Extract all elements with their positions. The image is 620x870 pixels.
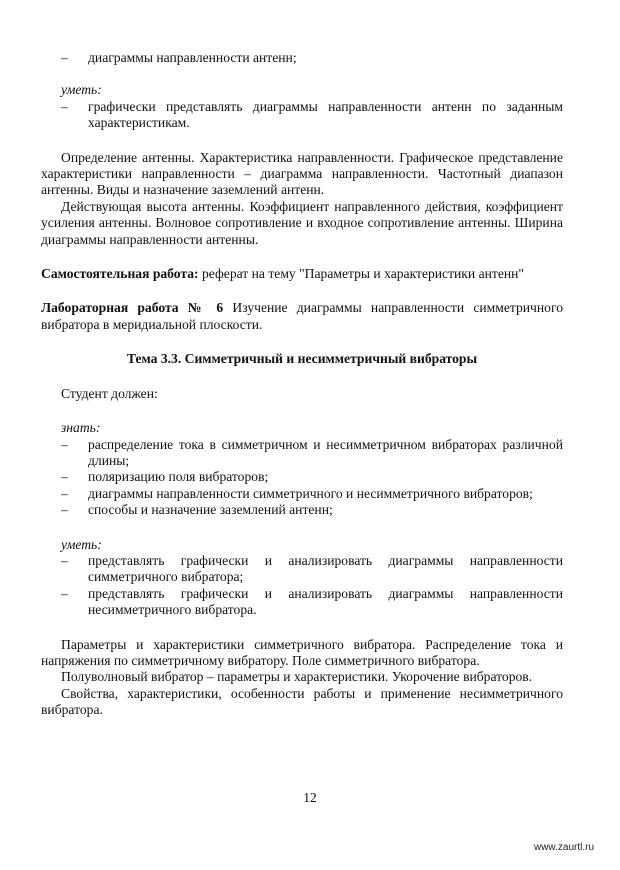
self-work-label: Самостоятельная работа:	[41, 266, 199, 282]
znat-label: знать:	[61, 420, 101, 436]
content-paragraph: Свойства, характеристики, особенности работы и применение несимметричного вибратора.	[41, 685, 563, 718]
page-number: 12	[303, 790, 317, 805]
content-paragraph: Параметры и характеристики симметричного вибратора. Распределение тока и напряжения по симметричному вибратору. Поле симметричного вибратора.	[41, 636, 563, 668]
list-item: – диаграммы направленности антенн;	[61, 50, 297, 65]
list-item: – способы и назначение заземлений антенн;	[61, 502, 333, 518]
list-item: – диаграммы направленности симметричного и несимметричного вибраторов;	[61, 485, 533, 501]
topic-title: Тема 3.3. Симметричный и несимметричный вибраторы	[126, 351, 478, 367]
umet-label: уметь:	[61, 82, 102, 98]
content-paragraph: Определение антенны. Характеристика направленности. Графическое представление характеристики направленности – диаграмма направленности. Частотный диапазон антенны. Виды и назначение заземлений антенн.	[41, 149, 563, 198]
umet-label: уметь:	[61, 536, 102, 552]
list-item: – графически представлять диаграммы направленности антенн по заданным характеристикам.	[61, 98, 563, 131]
content-paragraph: Полуволновый вибратор – параметры и характеристики. Укорочение вибраторов.	[61, 669, 533, 685]
site-watermark: www.zaurtl.ru	[533, 842, 594, 853]
student-must: Студент должен:	[61, 385, 158, 401]
list-item: – представлять графически и анализировать диаграммы направленности симметричного вибратора;	[61, 552, 563, 585]
list-item: – поляризацию поля вибраторов;	[61, 469, 269, 485]
lab-work-paragraph: Лабораторная работа № 6 Изучение диаграммы направленности симметричного вибратора в меридиальной плоскости.	[41, 300, 563, 332]
document-page	[41, 50, 563, 719]
lab-work-label: Лабораторная работа № 6	[41, 300, 224, 316]
list-item: – представлять графически и анализировать диаграммы направленности несимметричного вибратора.	[61, 585, 563, 618]
list-item: – распределение тока в симметричном и несимметричном вибраторах различной длины;	[61, 436, 563, 468]
content-paragraph: Действующая высота антенны. Коэффициент направленного действия, коэффициент усиления антенны. Волновое сопротивление и входное сопротивление антенны. Ширина диаграммы направленности антенны.	[41, 198, 563, 247]
self-work-paragraph: Самостоятельная работа: реферат на тему "Параметры и характеристики антенн"	[41, 266, 524, 282]
